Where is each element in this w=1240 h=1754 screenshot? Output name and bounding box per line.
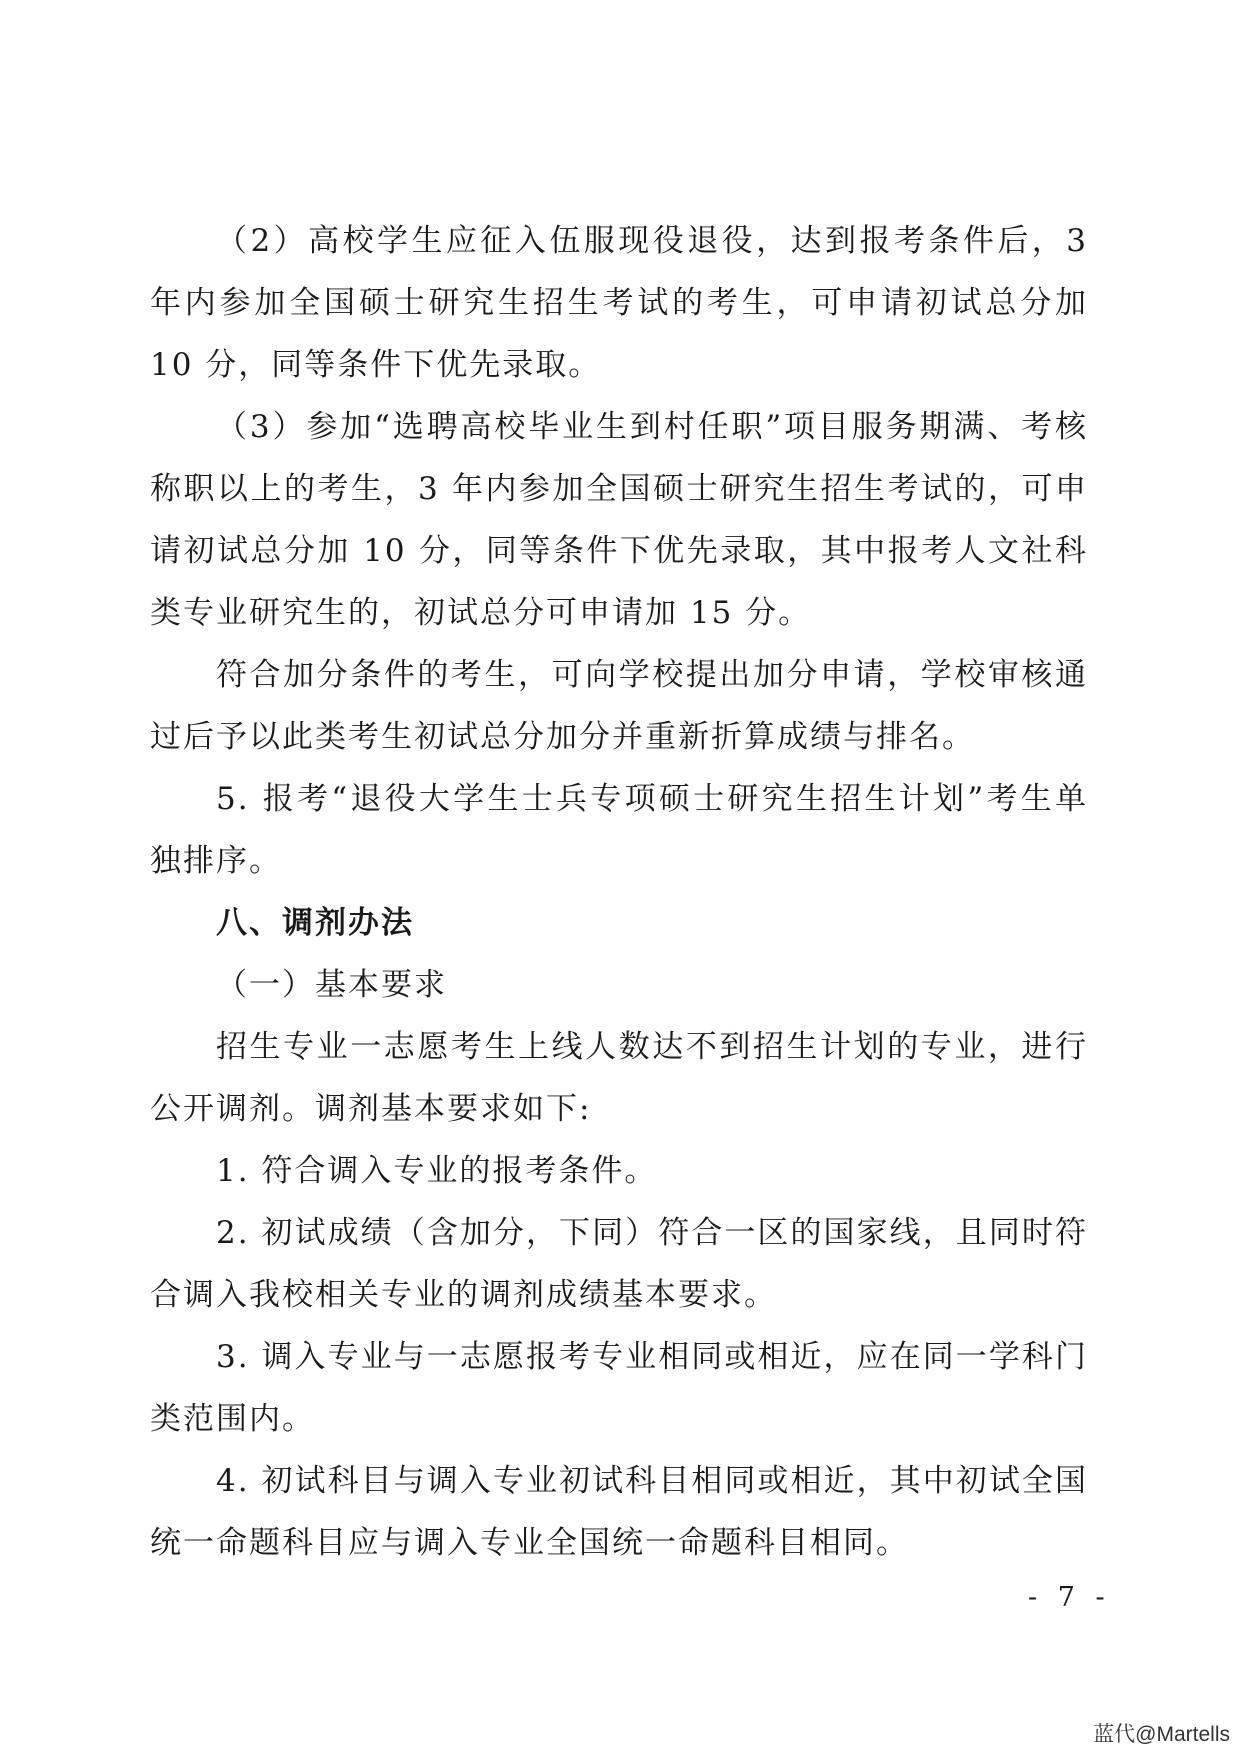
paragraph-bonus-item-2: （2）高校学生应征入伍服现役退役，达到报考条件后，3 年内参加全国硕士研究生招生考试的考生，可申请初试总分加 10 分，同等条件下优先录取。 <box>150 223 1088 383</box>
paragraph-bonus-application: 符合加分条件的考生，可向学校提出加分申请，学校审核通过后予以此类考生初试总分加分并重新折算成绩与排名。 <box>150 657 1088 755</box>
requirement-item-1: 1. 符合调入专业的报考条件。 <box>216 1153 658 1189</box>
watermark: 蓝代@Martells <box>1093 1723 1230 1746</box>
requirement-item-3: 3. 调入专业与一志愿报考专业相同或相近，应在同一学科门类范围内。 <box>150 1339 1088 1437</box>
document-body <box>150 210 1088 1574</box>
paragraph-item-5: 5. 报考“退役大学生士兵专项硕士研究生招生计划”考生单独排序。 <box>150 781 1088 879</box>
requirements-intro: 招生专业一志愿考生上线人数达不到招生计划的专业，进行公开调剂。调剂基本要求如下: <box>150 1029 1088 1127</box>
page-number: - 7 - <box>1028 1582 1111 1613</box>
paragraph-bonus-item-3: （3）参加“选聘高校毕业生到村任职”项目服务期满、考核称职以上的考生，3 年内参加全国硕士研究生招生考试的，可申请初试总分加 10 分，同等条件下优先录取，其中报考人文社科类专业研究生的，初试总分可申请加 15 分。 <box>150 409 1088 631</box>
requirement-item-2: 2. 初试成绩（含加分，下同）符合一区的国家线，且同时符合调入我校相关专业的调剂成绩基本要求。 <box>150 1215 1088 1313</box>
subsection-heading: （一）基本要求 <box>216 967 447 1003</box>
requirement-item-4: 4. 初试科目与调入专业初试科目相同或相近，其中初试全国统一命题科目应与调入专业全国统一命题科目相同。 <box>150 1463 1088 1561</box>
section-heading: 八、调剂办法 <box>216 905 414 941</box>
